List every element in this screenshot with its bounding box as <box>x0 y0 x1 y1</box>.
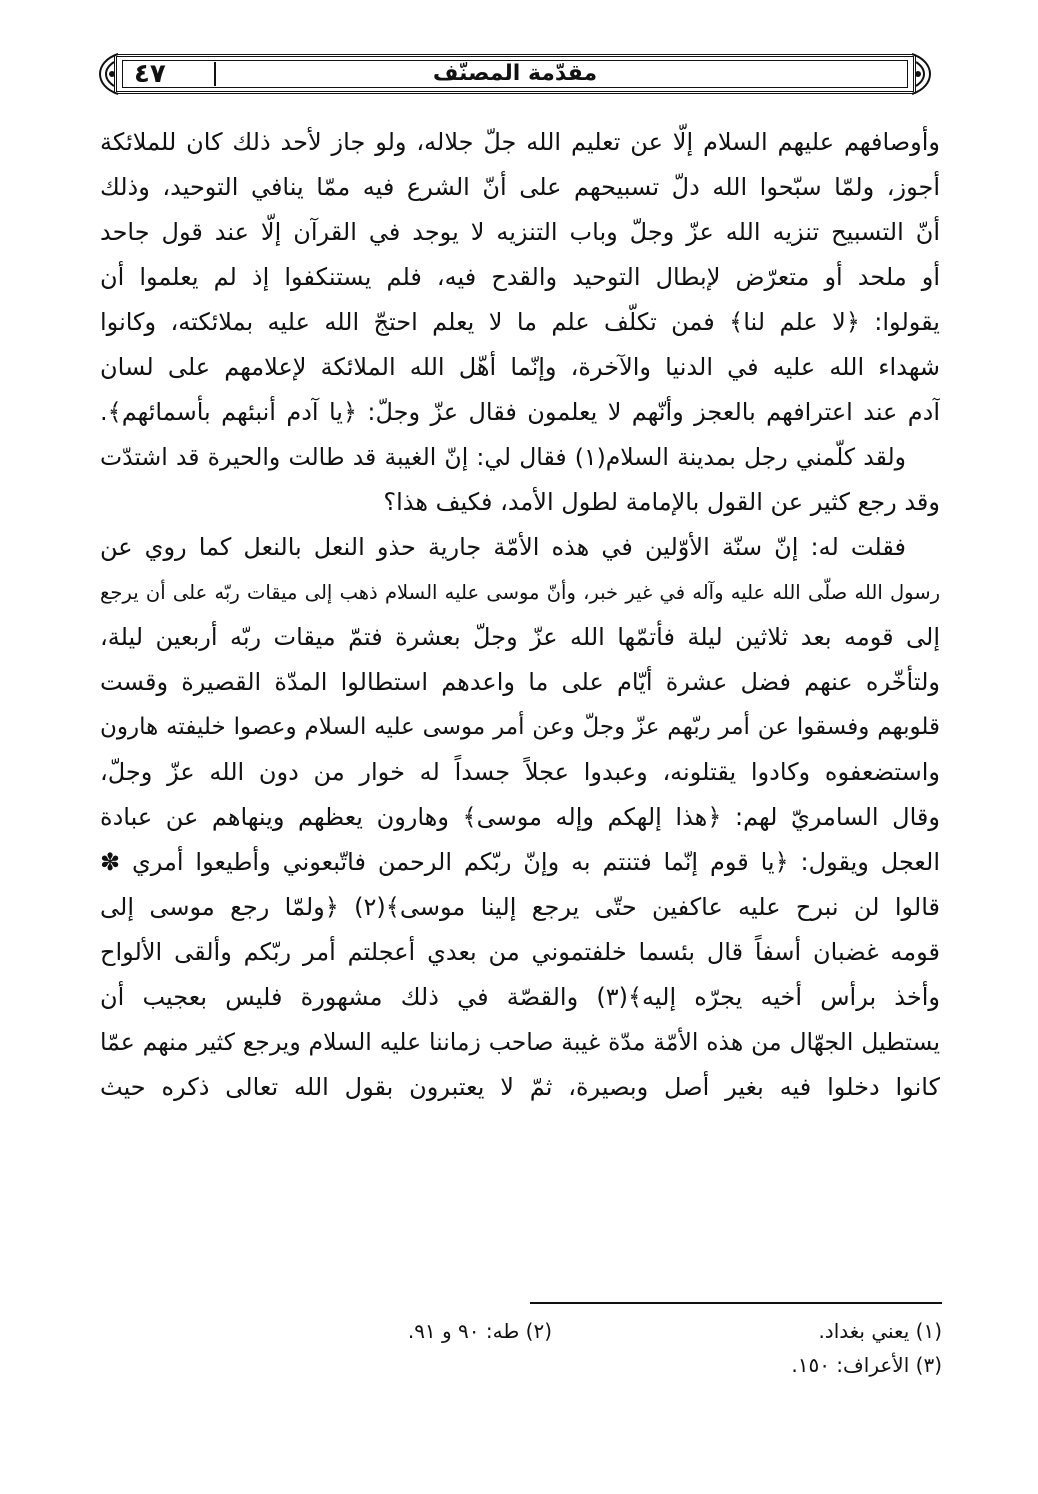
text-line: يستطيل الجهّال من هذه الأمّة مدّة غيبة صاحب زماننا عليه السلام ويرجع كثير منهم عمّا <box>100 1028 940 1056</box>
footnote-3: (٣) الأعراف: ١٥٠. <box>791 1353 942 1377</box>
text-line: قالوا لن نبرح عليه عاكفين حتّى يرجع إلينا موسى﴾(٢) ﴿ولمّا رجع موسى إلى <box>100 893 940 921</box>
footnote-divider <box>530 1302 942 1304</box>
footnotes <box>100 1314 942 1382</box>
text-line: أو ملحد أو متعرّض لإبطال التوحيد والقدح فيه، فلم يستنكفوا إذ لم يعلموا أن <box>100 263 940 291</box>
footnote-2: (٢) طه: ٩٠ و ٩١. <box>407 1319 552 1343</box>
text-line: رسول الله صلّى الله عليه وآله في غير خبر، وأنّ موسى عليه السلام ذهب إلى ميقات ربّه على أن يرجع <box>100 581 940 604</box>
page-header <box>96 48 934 100</box>
text-line: شهداء الله عليه في الدنيا والآخرة، وإنّما أهّل الله الملائكة لإعلامهم على لسان <box>100 353 940 381</box>
text-line: وقد رجع كثير عن القول بالإمامة لطول الأمد، فكيف هذا؟ <box>383 488 940 516</box>
text-line: العجل ويقول: ﴿يا قوم إنّما فتنتم به وإنّ ربّكم الرحمن فاتّبعوني وأطيعوا أمري ✽ <box>100 848 940 876</box>
text-line: وأخذ برأس أخيه يجرّه إليه﴾(٣) والقصّة في ذلك مشهورة فليس بعجيب أن <box>100 983 940 1011</box>
text-line: ولتأخّره عنهم فضل عشرة أيّام على ما واعدهم استطالوا المدّة القصيرة وقست <box>100 668 940 696</box>
page-number: ٤٧ <box>134 59 166 89</box>
text-line: فقلت له: إنّ سنّة الأوّلين في هذه الأمّة جارية حذو النعل بالنعل كما روي عن <box>100 533 906 561</box>
text-line: كانوا دخلوا فيه بغير أصل وبصيرة، ثمّ لا يعتبرون بقول الله تعالى ذكره حيث <box>100 1073 940 1101</box>
right-ornament-icon <box>910 50 934 98</box>
text-line: ولقد كلّمني رجل بمدينة السلام(١) فقال لي: إنّ الغيبة قد طالت والحيرة قد اشتدّت <box>100 443 906 471</box>
text-line: قلوبهم وفسقوا عن أمر ربّهم عزّ وجلّ وعن أمر موسى عليه السلام وعصوا خليفته هارون <box>100 714 940 740</box>
text-line: يقولوا: ﴿لا علم لنا﴾ فمن تكلّف علم ما لا يعلم احتجّ الله عليه بملائكته، وكانوا <box>100 308 940 336</box>
text-line: قومه غضبان أسفاً قال بئسما خلفتموني من بعدي أعجلتم أمر ربّكم وألقى الألواح <box>100 938 940 966</box>
text-line: واستضعفوه وكادوا يقتلونه، وعبدوا عجلاً جسداً له خوار من دون الله عزّ وجلّ، <box>100 758 940 786</box>
text-line: وقال السامريّ لهم: ﴿هذا إلهكم وإله موسى﴾ وهارون يعظهم وينهاهم عن عبادة <box>100 803 940 831</box>
text-line: أنّ التسبيح تنزيه الله عزّ وجلّ وباب التنزيه لا يوجد في القرآن إلّا عند قول جاحد <box>100 218 940 246</box>
text-line: إلى قومه بعد ثلاثين ليلة فأتمّها الله عزّ وجلّ بعشرة فتمّ ميقات ربّه أربعين ليلة، <box>100 623 940 651</box>
text-line: وأوصافهم عليهم السلام إلّا عن تعليم الله جلّ جلاله، ولو جاز لأحد ذلك كان للملائكة <box>100 128 940 156</box>
main-text <box>100 120 940 1292</box>
text-line: أجوز، ولمّا سبّحوا الله دلّ تسبيحهم على أنّ الشرع فيه ممّا ينافي التوحيد، وذلك <box>100 173 940 201</box>
footnote-1: (١) يعني بغداد. <box>818 1319 942 1343</box>
page-title: مقدّمة المصنّف <box>432 61 598 86</box>
text-line: آدم عند اعترافهم بالعجز وأنّهم لا يعلمون فقال عزّ وجلّ: ﴿يا آدم أنبئهم بأسمائهم﴾. <box>100 398 940 426</box>
